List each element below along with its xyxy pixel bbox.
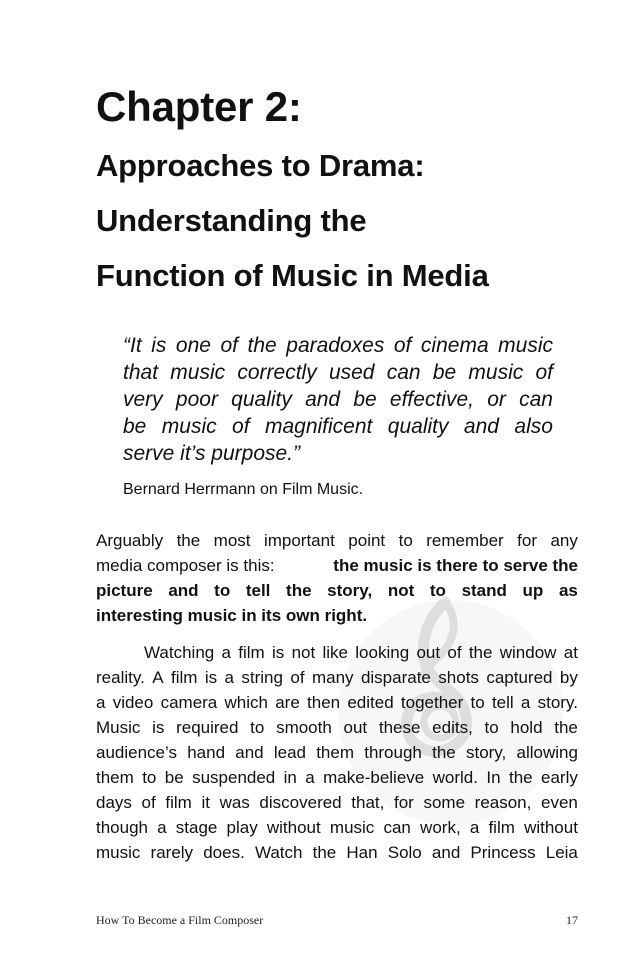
word: these	[378, 718, 421, 737]
word: story,	[327, 581, 373, 600]
word: for	[393, 793, 414, 812]
paragraph-line	[96, 765, 578, 790]
word: disparate	[360, 668, 431, 687]
word: to	[398, 531, 413, 550]
word: the	[554, 718, 578, 737]
word: point	[348, 531, 386, 550]
word: and	[305, 388, 341, 411]
word: some	[423, 793, 466, 812]
word: reality.	[96, 668, 145, 687]
paragraph-line	[96, 815, 578, 840]
word: stage	[175, 818, 218, 837]
word: video	[112, 693, 154, 712]
word: a	[469, 818, 480, 837]
quote-line	[123, 386, 553, 413]
word: tell	[491, 693, 514, 712]
word: up	[522, 581, 544, 600]
word: and	[431, 843, 461, 862]
word: hand	[187, 743, 226, 762]
word: in	[283, 768, 297, 787]
word: quality	[387, 415, 449, 438]
quote-line	[123, 359, 553, 386]
quote-line	[123, 332, 553, 359]
word: music	[329, 818, 375, 837]
emphasized-text: the music is there to serve the	[333, 556, 578, 575]
word: even	[540, 793, 578, 812]
epigraph-quote	[123, 332, 553, 467]
word: reason,	[474, 793, 532, 812]
word: music	[161, 415, 217, 438]
word: Leia	[545, 843, 578, 862]
word: audience’s	[96, 743, 177, 762]
word: most	[213, 531, 251, 550]
word: and	[235, 743, 264, 762]
word: are	[275, 693, 300, 712]
subtitle-line: Understanding the	[96, 203, 367, 238]
paragraph-line	[96, 740, 578, 765]
word: play	[226, 818, 258, 837]
quote-attribution: Bernard Herrmann on Film Music.	[123, 481, 364, 498]
word: looking	[355, 643, 410, 662]
word: story.	[537, 693, 578, 712]
word: music	[468, 361, 524, 384]
word: also	[514, 415, 553, 438]
word: shots	[438, 668, 479, 687]
word: effective,	[389, 388, 474, 411]
word: film	[488, 818, 515, 837]
word: the	[432, 743, 456, 762]
word: many	[311, 668, 354, 687]
quote-line: serve it’s purpose.”	[123, 442, 301, 465]
word: can	[386, 361, 421, 384]
word: without	[524, 818, 578, 837]
word: is	[151, 334, 167, 357]
body-text-segment: media composer is this:	[96, 556, 275, 575]
word: Watch	[254, 843, 303, 862]
word: of	[535, 361, 553, 384]
word: camera	[160, 693, 218, 712]
word: and	[463, 415, 499, 438]
word: of	[393, 334, 412, 357]
word: Watching	[144, 643, 215, 662]
word: a	[224, 668, 234, 687]
word: stand	[461, 581, 507, 600]
word: and	[168, 581, 199, 600]
word: edited	[347, 693, 394, 712]
word: lead	[273, 743, 306, 762]
word: out	[343, 718, 368, 737]
page-footer	[96, 913, 578, 927]
word: window	[499, 643, 557, 662]
chapter-subtitle	[96, 138, 596, 303]
word: of	[220, 334, 238, 357]
word: to	[142, 768, 157, 787]
word: was	[219, 793, 250, 812]
word: tell	[245, 581, 271, 600]
word: is	[152, 718, 165, 737]
word: allowing	[516, 743, 578, 762]
word: together	[400, 693, 464, 712]
word: or	[487, 388, 506, 411]
word: as	[558, 581, 578, 600]
word: a	[96, 693, 106, 712]
word: suspended	[192, 768, 276, 787]
word: be	[164, 768, 184, 787]
word: correctly	[237, 361, 317, 384]
word: can	[383, 818, 411, 837]
word: music	[498, 334, 553, 357]
word: be	[432, 361, 457, 384]
subtitle-line: Approaches to Drama:	[96, 148, 425, 183]
word: the	[247, 334, 277, 357]
word: the	[468, 643, 493, 662]
word: does.	[203, 843, 245, 862]
word: can	[519, 388, 553, 411]
word: Solo	[387, 843, 422, 862]
word: the	[312, 843, 337, 862]
word: be	[123, 415, 147, 438]
word: poor	[175, 388, 218, 411]
paragraph-line	[96, 715, 578, 740]
word: make-believe	[323, 768, 425, 787]
word: music	[96, 843, 141, 862]
word: to	[470, 693, 485, 712]
paragraph-line	[96, 665, 578, 690]
word: them	[96, 768, 134, 787]
body-paragraph	[96, 640, 578, 865]
word: of	[447, 643, 462, 662]
emphasized-paragraph-line: interesting music in its own right.	[96, 606, 368, 625]
word: a	[305, 768, 315, 787]
chapter-title: Chapter 2:	[96, 83, 302, 130]
word: early	[541, 768, 578, 787]
quote-line	[123, 413, 553, 440]
word: at	[563, 643, 578, 662]
word: which	[224, 693, 268, 712]
word: by	[559, 668, 578, 687]
word: one	[175, 334, 211, 357]
word: “It	[123, 334, 142, 357]
footer-book-title: How To Become a Film Composer	[96, 913, 264, 927]
word: the	[176, 531, 201, 550]
word: Han	[346, 843, 378, 862]
word: string	[241, 668, 283, 687]
word: like	[322, 643, 348, 662]
paragraph-line	[96, 528, 578, 553]
word: be	[353, 388, 377, 411]
word: quality	[231, 388, 292, 411]
word: film	[165, 793, 192, 812]
word: them	[316, 743, 354, 762]
word: A	[152, 668, 164, 687]
word: rarely	[150, 843, 194, 862]
body-paragraph	[96, 528, 578, 628]
word: edits,	[432, 718, 473, 737]
word: of	[290, 668, 305, 687]
word: a	[157, 818, 167, 837]
subtitle-line: Function of Music in Media	[96, 258, 489, 293]
word: that	[123, 361, 159, 384]
word: without	[266, 818, 321, 837]
paragraph-line	[96, 790, 578, 815]
word: to	[484, 718, 499, 737]
word: out	[416, 643, 441, 662]
word: then	[307, 693, 341, 712]
word: Princess	[470, 843, 536, 862]
word: cinema	[420, 334, 489, 357]
word: a	[221, 643, 231, 662]
word: used	[328, 361, 375, 384]
page-number: 17	[566, 913, 578, 927]
word: film	[238, 643, 265, 662]
word: a	[520, 693, 531, 712]
word: world.	[432, 768, 478, 787]
word: for	[517, 531, 538, 550]
word: the	[286, 581, 312, 600]
paragraph-line	[96, 553, 578, 578]
word: captured	[486, 668, 553, 687]
word: that,	[351, 793, 385, 812]
word: is	[272, 643, 285, 662]
word: through	[364, 743, 422, 762]
word: Arguably	[96, 531, 164, 550]
word: smooth	[276, 718, 332, 737]
word: paradoxes	[286, 334, 385, 357]
word: magnificent	[264, 415, 373, 438]
word: of	[232, 415, 250, 438]
word: hold	[510, 718, 543, 737]
word: work,	[420, 818, 461, 837]
word: though	[96, 818, 148, 837]
word: Music	[96, 718, 141, 737]
word: to	[429, 581, 446, 600]
paragraph-line	[96, 640, 578, 665]
word: required	[176, 718, 239, 737]
word: discovered	[259, 793, 342, 812]
emphasized-paragraph-line	[96, 578, 578, 603]
word: not	[291, 643, 316, 662]
paragraph-line	[96, 690, 578, 715]
word: of	[141, 793, 156, 812]
word: very	[123, 388, 163, 411]
word: to	[250, 718, 265, 737]
word: it	[201, 793, 210, 812]
word: days	[96, 793, 132, 812]
word: to	[214, 581, 231, 600]
word: music	[170, 361, 226, 384]
word: film	[170, 668, 198, 687]
word: remember	[426, 531, 504, 550]
word: story,	[465, 743, 507, 762]
word: the	[508, 768, 533, 787]
word: important	[263, 531, 335, 550]
word: In	[486, 768, 501, 787]
word: any	[550, 531, 578, 550]
word: not	[387, 581, 415, 600]
word: picture	[96, 581, 153, 600]
paragraph-line	[96, 840, 578, 865]
word: is	[204, 668, 218, 687]
